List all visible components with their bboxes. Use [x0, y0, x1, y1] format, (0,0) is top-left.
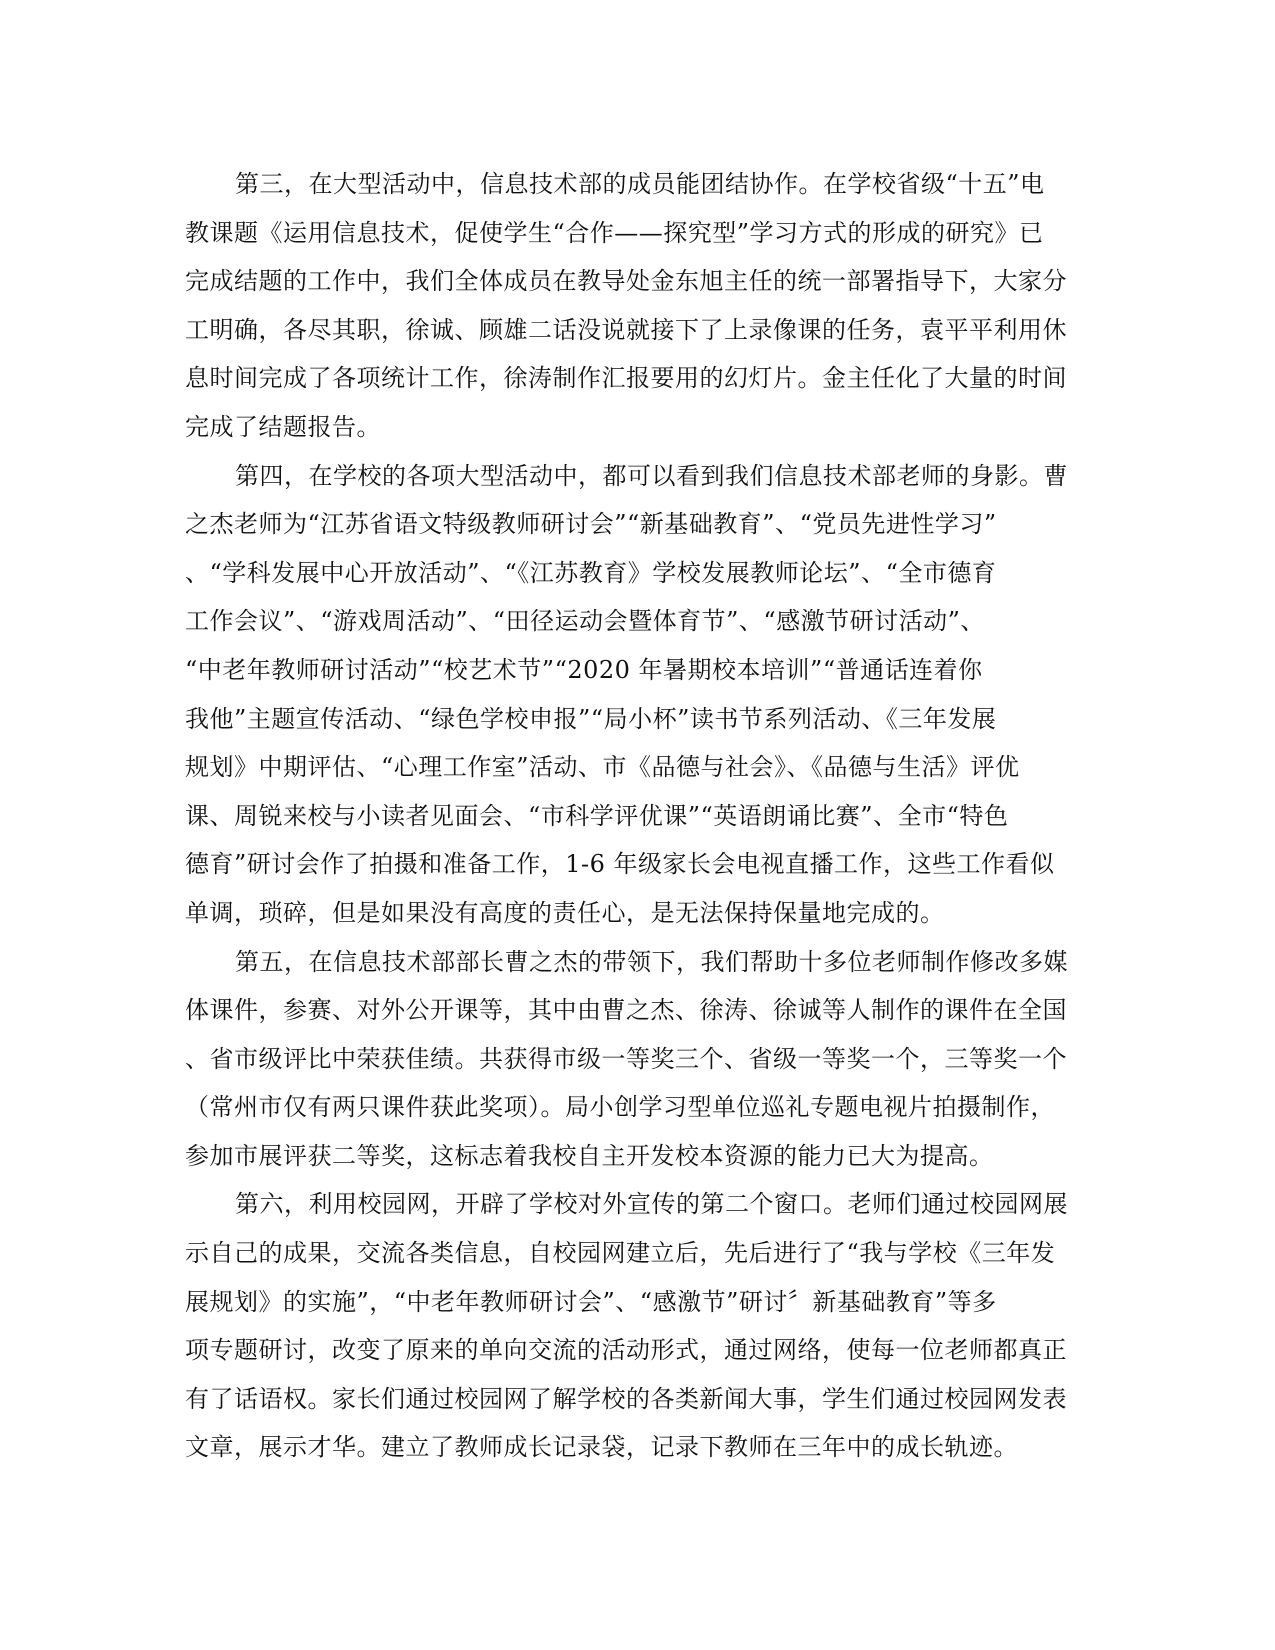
- document-body: [185, 160, 1075, 1472]
- paragraph-6: 第六，利用校园网，开辟了学校对外宣传的第二个窗口。老师们通过校园网展 示自己的成果，交流各类信息，自校园网建立后，先后进行了“我与学校《三年发 展规划》的实施”，“中老年教师研讨会”、“感激节”研讨〞新基础教育”等多 项专题研讨，改变了原来的单向交流的活动形式，通过网络，使每一位老师都真正 有了话语权。家长们通过校园网了解学校的各类新闻大事，学生们通过校园网发表 文章，展示才华。建立了教师成长记录袋，记录下教师在三年中的成长轨迹。: [185, 1190, 1068, 1462]
- paragraph-5: 第五，在信息技术部部长曹之杰的带领下，我们帮助十多位老师制作修改多媒 体课件，参赛、对外公开课等，其中由曹之杰、徐涛、徐诚等人制作的课件在全国 、省市级评比中荣获佳绩。共获得市级一等奖三个、省级一等奖一个，三等奖一个 （常州市仅有两只课件获此奖项）。局小创学习型单位巡礼专题电视片拍摄制作， 参加市展评获二等奖，这标志着我校自主开发校本资源的能力已大为提高。: [185, 947, 1068, 1170]
- paragraph-3: 第三，在大型活动中，信息技术部的成员能团结协作。在学校省级“十五”电 教课题《运用信息技术，促使学生“合作——探究型”学习方式的形成的研究》已 完成结题的工作中，我们全体成员在教导处金东旭主任的统一部署指导下，大家分 工明确，各尽其职，徐诚、顾雄二话没说就接下了上录像课的任务，袁平平利用休 息时间完成了各项统计工作，徐涛制作汇报要用的幻灯片。金主任化了大量的时间 完成了结题报告。: [185, 170, 1067, 441]
- paragraph-4: 第四，在学校的各项大型活动中，都可以看到我们信息技术部老师的身影。曹 之杰老师为“江苏省语文特级教师研讨会”“新基础教育”、“党员先进性学习” 、“学科发展中心开放活动”、“《江苏教育》学校发展教师论坛”、“全市德育 工作会议”、“游戏周活动”、“田径运动会暨体育节”、“感激节研讨活动”、 “中老年教师研讨活动”“校艺术节”“2020 年暑期校本培训”“普通话连着你 我他”主题宣传活动、“绿色学校申报”“局小杯”读书节系列活动、《三年发展 规划》中期评估、“心理工作室”活动、市《品德与社会》、《品德与生活》评优 课、周锐来校与小读者见面会、“市科学评优课”“英语朗诵比赛”、全市“特色 德育”研讨会作了拍摄和准备工作，1-6 年级家长会电视直播工作，这些工作看似 单调，琐碎，但是如果没有高度的责任心，是无法保持保量地完成的。: [185, 461, 1068, 927]
